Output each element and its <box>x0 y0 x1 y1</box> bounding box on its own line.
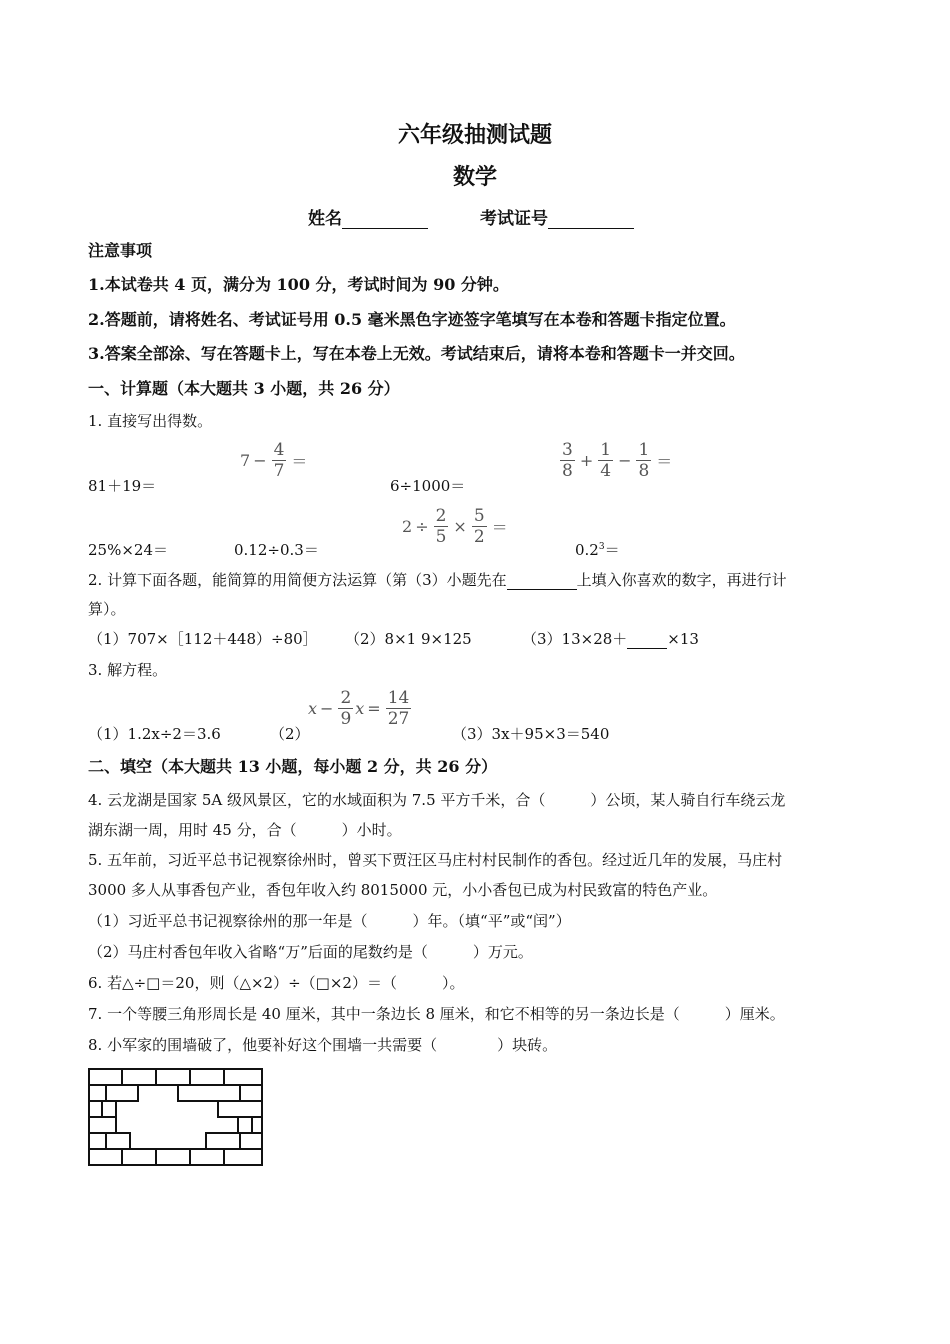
q1h-eq: ＝ <box>604 541 620 559</box>
q3-var-1: x <box>308 699 318 718</box>
q1d-den-3: 8 <box>638 461 650 481</box>
q1-prompt: 1. 直接写出得数。 <box>88 412 213 430</box>
exam-number-label: 考试证号 <box>480 209 548 229</box>
q2-part-1: （1）707×［112＋448）÷80］ <box>88 630 318 648</box>
q1h-exponent: 3 <box>598 542 605 552</box>
q8-text: 8. 小军家的围墙破了，他要补好这个围墙一共需要（ ）块砖。 <box>88 1036 558 1054</box>
q1g-op-1: ÷ <box>415 517 429 536</box>
q3-den-left: 9 <box>340 709 352 729</box>
q7-text: 7. 一个等腰三角形周长是 40 厘米，其中一条边长 8 厘米，和它不相等的另一条边长是（ ）厘米。 <box>88 1005 785 1023</box>
q5-part-2: （2）马庄村香包年收入省略“万”后面的尾数约是（ ）万元。 <box>88 943 533 961</box>
q1-item-g <box>402 506 511 547</box>
q1b-eq: ＝ <box>291 452 308 471</box>
name-blank <box>342 210 428 229</box>
q1d-den-2: 4 <box>600 461 612 481</box>
q6-text: 6. 若△÷□＝20，则（△×2）÷（□×2）＝（ ）。 <box>88 974 465 992</box>
name-label: 姓名 <box>308 209 342 229</box>
q3-part-2-label: （2） <box>270 725 310 743</box>
q1-item-a: 81＋19＝ <box>88 477 157 495</box>
q1g-den-2: 2 <box>473 527 485 547</box>
section2-heading: 二、填空（本大题共 13 小题，每小题 2 分，共 26 分） <box>88 757 498 776</box>
q2-prompt-part-b: 上填入你喜欢的数字，再进行计 <box>576 571 787 589</box>
q2-part-3-blank <box>627 633 667 649</box>
q1g-fraction-1 <box>434 506 449 547</box>
q4-line-2: 湖东湖一周，用时 45 分，合（ ）小时。 <box>88 821 402 839</box>
q1b-lead: 7 <box>240 451 251 470</box>
q1d-fraction-1 <box>560 440 575 481</box>
q1-item-d <box>558 440 675 481</box>
q1d-num-1: 3 <box>562 440 573 460</box>
q3-part-1: （1）1.2x÷2＝3.6 <box>88 725 221 743</box>
q3-prompt: 3. 解方程。 <box>88 661 168 679</box>
q1-item-b <box>240 440 310 481</box>
brick-wall-figure <box>88 1068 264 1168</box>
q5-line-1: 5. 五年前，习近平总书记视察徐州时，曾买下贾汪区马庄村村民制作的香包。经过近几年的发展，马庄村 <box>88 851 783 869</box>
section1-heading: 一、计算题（本大题共 3 小题，共 26 分） <box>88 379 400 398</box>
q3-var-2: x <box>355 699 365 718</box>
q1g-eq: ＝ <box>491 518 508 537</box>
q3-op: − <box>320 699 334 718</box>
q3-part-2-equation <box>308 688 413 729</box>
exam-number-field <box>480 204 634 229</box>
q1g-lead: 2 <box>402 517 413 536</box>
note-item-1: 1.本试卷共 4 页，满分为 100 分，考试时间为 90 分钟。 <box>88 275 509 294</box>
q1b-den: 7 <box>273 461 285 481</box>
q1g-fraction-2 <box>472 506 487 547</box>
subject-title: 数学 <box>452 164 497 190</box>
q1-item-f: 0.12÷0.3＝ <box>234 541 319 559</box>
q2-prompt-part-a: 2. 计算下面各题，能简算的用简便方法运算（第（3）小题先在 <box>88 571 507 589</box>
q2-part-3-a: （3）13×28＋ <box>522 630 628 648</box>
q3-fraction-left <box>338 688 353 729</box>
q3-num-left: 2 <box>340 688 352 708</box>
q1d-fraction-3 <box>636 440 651 481</box>
q3-den-right: 27 <box>387 709 410 729</box>
note-item-3: 3.答案全部涂、写在答题卡上，写在本卷上无效。考试结束后，请将本卷和答题卡一并交回。 <box>88 344 745 363</box>
q1b-op: − <box>253 451 267 470</box>
name-field <box>308 204 428 229</box>
q1g-op-2: × <box>453 517 467 536</box>
q2-part-3-b: ×13 <box>667 630 699 648</box>
q1d-num-2: 1 <box>600 440 612 460</box>
q3-eq: = <box>367 699 381 718</box>
notes-heading: 注意事项 <box>88 241 153 260</box>
q1d-op-2: − <box>618 451 632 470</box>
q1g-num-2: 5 <box>473 506 485 526</box>
q1d-op-1: + <box>579 451 594 470</box>
q1b-fraction <box>272 440 287 481</box>
q5-line-2: 3000 多人从事香包产业，香包年收入约 8015000 元，小小香包已成为村民致富的特色产业。 <box>88 881 718 899</box>
q3-part-3: （3）3x＋95×3＝540 <box>452 725 610 743</box>
q1-item-e: 25%×24＝ <box>88 541 168 559</box>
q1d-den-1: 8 <box>562 461 573 481</box>
q3-num-right: 14 <box>387 688 410 708</box>
q1d-fraction-2 <box>598 440 613 481</box>
q1d-num-3: 1 <box>638 440 650 460</box>
q1g-den-1: 5 <box>435 527 447 547</box>
q1b-num: 4 <box>273 440 285 460</box>
exam-number-blank <box>548 210 634 229</box>
q4-line-1: 4. 云龙湖是国家 5A 级风景区，它的水域面积为 7.5 平方千米，合（ ）公顷，某人骑自行车绕云龙 <box>88 791 786 809</box>
q1-item-h <box>575 539 620 560</box>
q1h-base: 0.2 <box>575 541 599 559</box>
exam-title: 六年级抽测试题 <box>397 122 552 148</box>
q2-blank <box>507 574 577 590</box>
q2-prompt-line2: 算）。 <box>88 600 126 618</box>
q2-part-2: （2）8×1 9×125 <box>345 630 472 648</box>
wall-hole-outline <box>116 1085 238 1149</box>
q3-fraction-right <box>386 688 412 729</box>
q1-item-c: 6÷1000＝ <box>390 477 466 495</box>
q1g-num-1: 2 <box>435 506 447 526</box>
q1d-eq: ＝ <box>656 452 673 471</box>
q2-part-3 <box>522 628 699 649</box>
note-item-2: 2.答题前，请将姓名、考试证号用 0.5 毫米黑色字迹签字笔填写在本卷和答题卡指定位置。 <box>88 310 736 329</box>
q2-prompt-line1 <box>88 569 787 590</box>
q5-part-1: （1）习近平总书记视察徐州的那一年是（ ）年。（填“平”或“闰”） <box>88 912 571 930</box>
